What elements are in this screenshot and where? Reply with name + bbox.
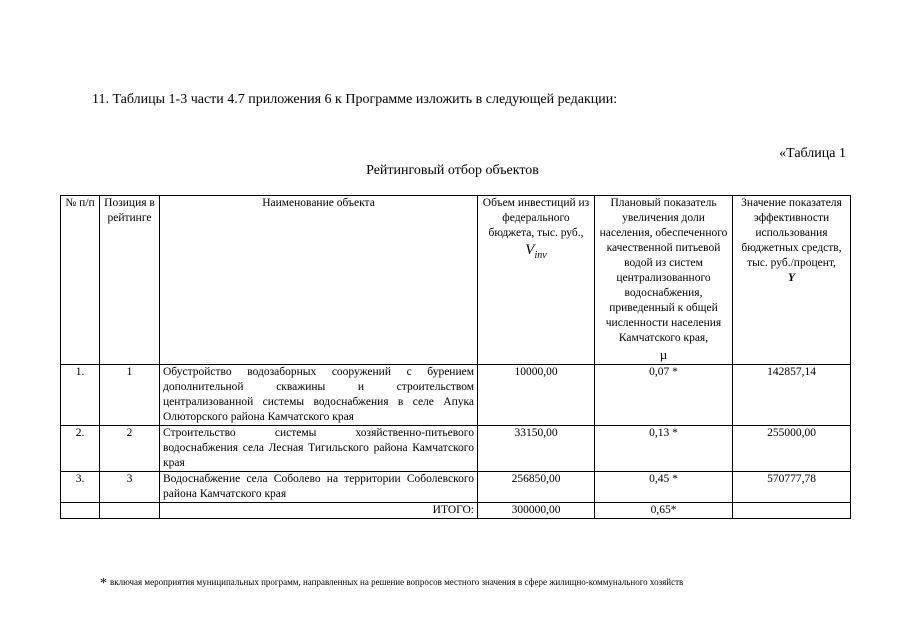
row-investment: 33150,00 (478, 426, 595, 472)
table-row (61, 472, 851, 503)
row-efficiency: 255000,00 (733, 426, 851, 472)
investment-symbol-subscript: inv (534, 250, 547, 261)
header-investment (478, 196, 595, 365)
row-name: Строительство системы хозяйственно-питьевого водоснабжения села Лесная Тигильского района Камчатского края (160, 426, 478, 472)
total-empty-num (61, 503, 100, 519)
row-efficiency: 142857,14 (733, 365, 851, 426)
header-investment-label: Объем инвестиций из федерального бюджета, тыс. руб., (482, 197, 590, 239)
row-efficiency: 570777,78 (733, 472, 851, 503)
total-empty-position (100, 503, 160, 519)
row-indicator: 0,45 * (595, 472, 733, 503)
table-row (61, 426, 851, 472)
header-num: № п/п (61, 196, 100, 365)
total-label: ИТОГО: (160, 503, 478, 519)
total-empty-efficiency (733, 503, 851, 519)
row-indicator: 0,13 * (595, 426, 733, 472)
header-indicator-label: Плановый показатель увеличения доли населения, обеспеченного качественной питьевой водой из систем централизованного водоснабжения, приведенный к общей численности населения Камчатского края, (599, 197, 728, 344)
amendment-intro: 11. Таблицы 1-3 части 4.7 приложения 6 к Программе изложить в следующей редакции: (92, 92, 618, 107)
table-title: Рейтинговый отбор объектов (366, 163, 539, 178)
footnote (100, 576, 683, 592)
header-efficiency-label: Значение показателя эффективности использования бюджетных средств, тыс. руб./процент, (741, 197, 842, 269)
table-label: «Таблица 1 (779, 146, 846, 161)
footnote-text: включая мероприятия муниципальных программ, направленных на решение вопросов местного значения в сфере жилищно-коммунального хозяйств (110, 577, 684, 587)
header-indicator (595, 196, 733, 365)
header-efficiency (733, 196, 851, 365)
total-investment: 300000,00 (478, 503, 595, 519)
footnote-marker: * (100, 576, 107, 591)
row-indicator: 0,07 * (595, 365, 733, 426)
header-position: Позиция в рейтинге (100, 196, 160, 365)
row-name: Обустройство водозаборных сооружений с бурением дополнительной скважины и строительством централизованной системы водоснабжения в селе Апука Олюторского района Камчатского края (160, 365, 478, 426)
row-num: 3. (61, 472, 100, 503)
header-efficiency-symbol: Y (787, 272, 796, 284)
header-name: Наименование объекта (160, 196, 478, 365)
header-investment-symbol: $V_{inv}$ (525, 242, 547, 261)
row-num: 1. (61, 365, 100, 426)
table-row (61, 365, 851, 426)
rating-table (60, 195, 851, 519)
row-num: 2. (61, 426, 100, 472)
row-position: 3 (100, 472, 160, 503)
row-position: 1 (100, 365, 160, 426)
row-position: 2 (100, 426, 160, 472)
header-indicator-symbol: µ (659, 347, 668, 362)
total-indicator: 0,65* (595, 503, 733, 519)
row-investment: 10000,00 (478, 365, 595, 426)
table-header-row (61, 196, 851, 365)
total-row (61, 503, 851, 519)
row-name: Водоснабжение села Соболево на территории Соболевского района Камчатского края (160, 472, 478, 503)
row-investment: 256850,00 (478, 472, 595, 503)
